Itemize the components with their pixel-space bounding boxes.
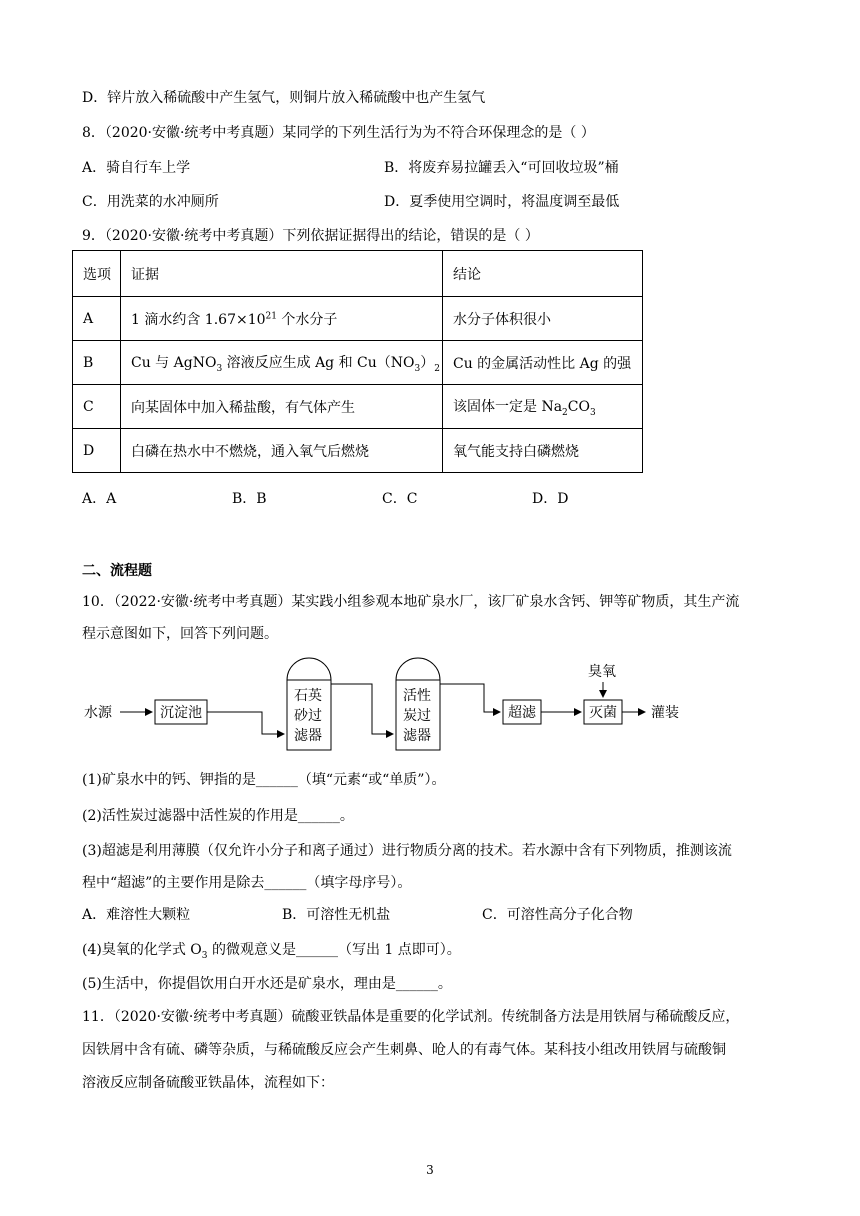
- q10-option-b: B．可溶性无机盐: [282, 907, 391, 923]
- row-evidence: 白磷在热水中不燃烧，通入氧气后燃烧: [121, 429, 443, 473]
- flow-ultra-label: 超滤: [508, 705, 536, 721]
- header-option: 选项: [73, 251, 121, 297]
- row-conclusion: 该固体一定是 $Na_2CO_3$: [443, 385, 643, 429]
- q8-option-b: B．将废弃易拉罐丢入“可回收垃圾”桶: [384, 160, 619, 176]
- flow-carbon-label-3: 滤器: [403, 728, 431, 744]
- q9-table: [72, 250, 643, 473]
- row-conclusion: Cu 的金属活动性比 Ag 的强: [443, 341, 643, 385]
- q8-option-c: C．用洗菜的水冲厕所: [82, 194, 219, 210]
- row-conclusion: 氧气能支持白磷燃烧: [443, 429, 643, 473]
- q9-answer-c: C．C: [382, 491, 418, 507]
- row-option: A: [73, 297, 121, 341]
- header-evidence: 证据: [121, 251, 443, 297]
- arrow-quartz-carbon: [331, 684, 393, 734]
- q10-flow-diagram: [0, 650, 860, 760]
- q8-option-d: D．夏季使用空调时，将温度调至最低: [384, 194, 620, 210]
- flow-quartz-label-1: 石英: [294, 688, 322, 704]
- q10-part1: (1)矿泉水中的钙、钾指的是______（填“元素“或“单质”）。: [82, 772, 446, 788]
- table-row: [73, 385, 643, 429]
- q10-option-c: C．可溶性高分子化合物: [482, 907, 633, 923]
- q7-option-d: D．锌片放入稀硫酸中产生氢气，则铜片放入稀硫酸中也产生氢气: [82, 90, 486, 106]
- row-evidence: Cu 与 AgNO$_3$ 溶液反应生成 Ag 和 $Cu(NO_3)_2$: [121, 341, 443, 385]
- flow-source-label: 水源: [84, 705, 112, 721]
- flow-carbon-label-2: 炭过: [403, 708, 431, 724]
- row-evidence: 1 滴水约含 $1.67\times 10^{21}$ 个水分子: [121, 297, 443, 341]
- q10-part5: (5)生活中，你提倡饮用白开水还是矿泉水，理由是______。: [82, 976, 452, 992]
- table-row: [73, 341, 643, 385]
- q10-stem-line1: 10．（2022·安徽·统考中考真题）某实践小组参观本地矿泉水厂，该厂矿泉水含钙、钾等矿物质，其生产流: [82, 594, 740, 610]
- q10-part3-line1: (3)超滤是利用薄膜（仅允许小分子和离子通过）进行物质分离的技术。若水源中含有下列物质，推测该流: [82, 843, 732, 859]
- q9-answer-d: D．D: [532, 491, 569, 507]
- q9-answer-a: A．A: [82, 491, 117, 507]
- q9-stem: 9．（2020·安徽·统考中考真题）下列依据证据得出的结论，错误的是（ ）: [82, 228, 539, 244]
- table-row: [73, 297, 643, 341]
- q10-part4: (4)臭氧的化学式 $O_3$ 的微观意义是______（写出 1 点即可）。: [82, 942, 461, 961]
- q10-stem-line2: 程示意图如下，回答下列问题。: [82, 626, 278, 642]
- flow-settle-label: 沉淀池: [160, 705, 202, 721]
- table-header-row: [73, 251, 643, 297]
- row-option: B: [73, 341, 121, 385]
- row-conclusion: 水分子体积很小: [443, 297, 643, 341]
- flow-fill-label: 灌装: [651, 705, 679, 721]
- q9-answer-b: B．B: [232, 491, 267, 507]
- q10-part3-line2: 程中“超滤”的主要作用是除去______（填字母序号）。: [82, 875, 412, 891]
- q8-option-a: A．骑自行车上学: [82, 160, 191, 176]
- page-number: 3: [426, 1163, 434, 1177]
- flow-sterilize-label: 灭菌: [589, 705, 617, 721]
- table-row: [73, 429, 643, 473]
- row-evidence: 向某固体中加入稀盐酸，有气体产生: [121, 385, 443, 429]
- q10-part2: (2)活性炭过滤器中活性炭的作用是______。: [82, 808, 354, 824]
- row-option: C: [73, 385, 121, 429]
- q11-stem-line3: 溶液反应制备硫酸亚铁晶体，流程如下：: [82, 1075, 334, 1091]
- arrow-settle-quartz: [207, 712, 284, 734]
- flow-ozone-label: 臭氧: [588, 664, 616, 680]
- q10-option-a: A．难溶性大颗粒: [82, 907, 191, 923]
- row-option: D: [73, 429, 121, 473]
- q11-stem-line2: 因铁屑中含有硫、磷等杂质，与稀硫酸反应会产生刺鼻、呛人的有毒气体。某科技小组改用铁屑与硫酸铜: [82, 1042, 726, 1058]
- flow-quartz-label-2: 砂过: [294, 708, 322, 724]
- flow-quartz-label-3: 滤器: [294, 728, 322, 744]
- q11-stem-line1: 11．（2020·安徽·统考中考真题）硫酸亚铁晶体是重要的化学试剂。传统制备方法是用铁屑与稀硫酸反应，: [82, 1009, 740, 1025]
- section-title: 二、流程题: [82, 563, 152, 579]
- flow-carbon-label-1: 活性: [403, 688, 431, 704]
- q8-stem: 8．（2020·安徽·统考中考真题）某同学的下列生活行为为不符合环保理念的是（ ）: [82, 125, 595, 141]
- arrow-carbon-ultra: [440, 684, 500, 712]
- header-conclusion: 结论: [443, 251, 643, 297]
